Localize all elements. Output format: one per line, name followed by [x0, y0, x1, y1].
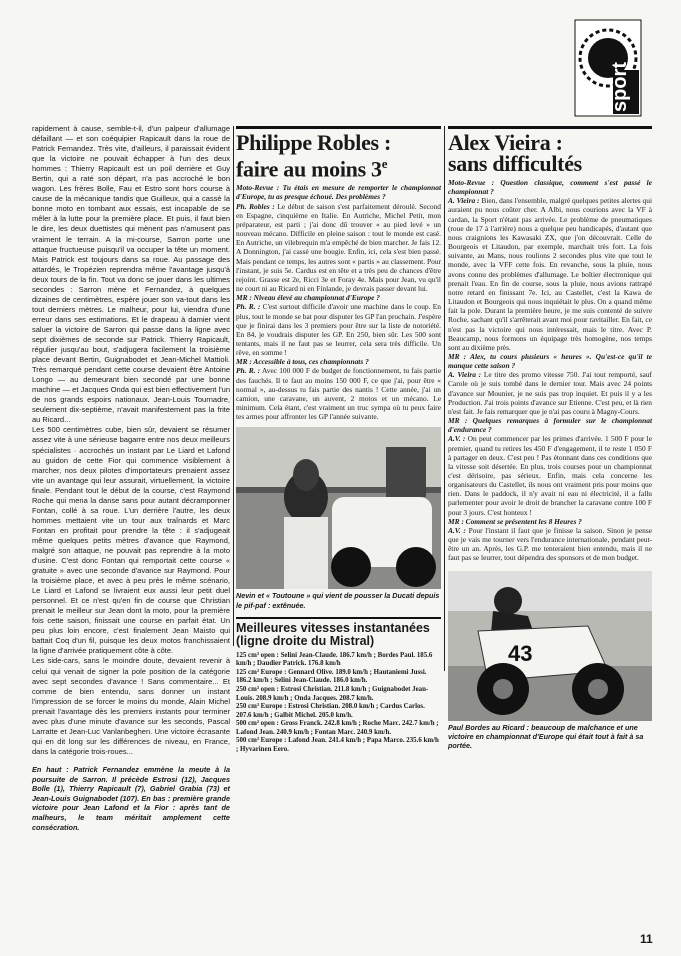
speed-category: 250 cm³ open : [236, 685, 279, 693]
speaker-label: MR : [236, 293, 252, 303]
column-divider [233, 126, 234, 646]
interview-answer [236, 202, 441, 294]
interview-question [448, 416, 652, 434]
vieira-title-line1: Alex Vieira : [448, 130, 563, 155]
speaker-label: A.V. : [448, 525, 466, 535]
speech-text: Alex, tu cours plusieurs « heures ». Qu'est-ce qu'il te manque cette saison ? [448, 351, 652, 371]
robles-title-line1: Philippe Robles : [236, 130, 392, 155]
article-paragraph: Les side-cars, sans le moindre doute, devaient revenir à celui qui venait de signer la pole position de la catégorie avec sept secondes d'avance ! Sans commentaire... Et comme de bien entendu, sans donner un instant l'impression de se forcer le moins du monde, Alain Michel prenait l'avantage dès les premiers instants pour terminer avec plus d'une minute d'avance sur les seconds, Pascal Larratte et Jean-Luc Vanlanbeghen. Une victoire écrasante qui en dit long sur les différences de niveau, en France, dans la catégorie trois-roues... [32, 656, 230, 756]
robles-photo-image [236, 427, 441, 589]
bordes-photo-image [448, 571, 652, 721]
sport-logo [573, 18, 643, 118]
speed-results: Estrosi Christian. 211.8 km/h ; Guignabodet Jean-Louis. 208.9 km/h ; Onda Jacques. 208.7 km/h. [236, 685, 429, 702]
speaker-label: MR : [448, 416, 468, 426]
speaker-label: Moto-Revue : [236, 183, 280, 193]
sport-logo-text: sport [609, 62, 631, 112]
speed-category: 500 cm³ Europe : [236, 737, 287, 745]
speech-text: Pour l'instant il faut que je finisse la saison. Sinon je pense que je vais me tourner vers l'endurance internationale, pendant peut-être un an. Après, les G.P. me tenteraient bien entendu, mais il ne faut pas se leurrer, tout dépendra des sponsors et de mon budget. [448, 525, 652, 563]
speed-results: Gross Franck. 242.8 km/h ; Roche Marc. 242.7 km/h ; Lafond Jean. 240.9 km/h ; Fontan Marc. 240.9 km/h. [236, 720, 439, 736]
speech-text: C'est surtout difficile d'avoir une machine dans le coup. En plus, tout le monde se bat pour disputer les GP l'an prochain. J'espère que je finirai dans les 3 premiers pour être sur la liste de notoriété. En 84, je voudrais disputer les GP. En 250, bien sûr. Les 500 sont tentants, mais il ne faut pas se leurrer, cela sera très difficile. Un rêve, en somme ! [236, 302, 441, 358]
speech-text: Avec 100 000 F de budget de fonctionnement, tu fais partie des fauchés. Il te faut au moins 150 000 F, ce que j'ai, pour être « normal », au-dessus tu fais partie des nantis ! Cette année, j'ai un camion, une caravane, un auvent, 2 motos et un mécano. Le minimum. Cela étant, c'est vraiment un truc sympa où tu peux faire tes armes pour affronter les GP l'année suivante. [236, 366, 441, 422]
speed-category: 250 cm³ Europe : [236, 703, 287, 711]
speech-text: Comment se présentent les 8 Heures ? [463, 516, 582, 526]
interview-question [448, 517, 652, 526]
interview-answer [448, 196, 652, 352]
interview-question [448, 352, 652, 370]
speed-results: Estrosi Christian. 208.0 km/h ; Cardus Carlos. 207.6 km/h ; Galbit Michel. 205.0 km/h. [236, 703, 425, 719]
vieira-interview [448, 178, 652, 563]
speech-text: On peut commencer par les primes d'arrivée. 1 500 F pour le premier, quand tu retires les 450 F d'engagement, il te reste 1 050 F à partager en deux. C'est peu ! Pas étonnant dans ces conditions que la vitesse soit désertée. En plus, trois courses pour un championnat c'est dérisoire, pas sérieux. Enfin, mais cela concerne les organisateurs du Castellet, ils nous ont vraiment pris pour moins que rien. Dans le paddock, il n'y avait ni eau ni électricité, il a fallu parlementer pour avoir le droit de brancher la caravane contre 100 F pour 3 jours. C'est honteux ! [448, 434, 652, 517]
interview-question [448, 178, 652, 196]
interview-answer [448, 434, 652, 516]
interview-question [236, 183, 441, 201]
interview-answer [236, 366, 441, 421]
bike-number: 43 [508, 640, 533, 666]
speed-box-list [236, 652, 441, 755]
speaker-label: A. Vieira : [448, 370, 482, 380]
interview-answer [236, 302, 441, 357]
page-number: 11 [640, 932, 653, 946]
speaker-label: Moto-Revue : [448, 178, 495, 187]
speech-text: Le titre des promo vitesse 750. J'ai tout remporté, sauf Carole où je suis tombé dans le dernier tour. Mais avec 24 points d'avance sur Mounier, je ne suis pas trop inquiet. Et puis il y a les Production. J'ai trois points d'avance sur Etienne. C'est peu, et là rien n'est fait. Je fais remarquer que je n'ai pas couru à Magny-Cours. [448, 370, 652, 416]
robles-interview-column [236, 126, 441, 754]
speech-text: Le début de saison s'est parfaitement déroulé. Second en Espagne, cinquième en Italie. En Autriche, Michel Petit, mon préparateur, est parti ; j'ai donc dû trouver « au pied levé » un nouveau mécano. Difficile en pleine saison : tout le monde est casé. En Autriche, un vilebrequin m'a empêché de bien marcher. Je fais 12. A Donnington, j'ai cassé une bougie. Enfin, ici, cela s'est bien passé. Mais pendant ce temps, les autres sont « partis » au classement. Pour l'instant, je suis 5e. Cardus est en tête et a très peu de chances d'être rejoint. Grasse est 2e, Ricci 3e et Foray 4e. Mais pour Jean, vu qu'il ne court ni au Ricard ni en Finlande, je devrais passer devant lui. [236, 201, 441, 294]
speed-results: Selini Jean-Claude. 186.7 km/h ; Bordes Paul. 185.6 km/h ; Daudier Patrick. 176.8 km/h [236, 651, 433, 668]
vieira-title [448, 126, 652, 174]
interview-question [236, 357, 441, 366]
speed-results: Lafond Jean. 241.4 km/h ; Papa Marco. 235.6 km/h ; Hyvarinen Eero. [236, 737, 439, 753]
speed-category: 500 cm³ open : [236, 720, 279, 728]
vieira-interview-column [448, 126, 652, 750]
interview-question [236, 293, 441, 302]
speaker-label: MR : [448, 351, 467, 361]
speech-text: Bien, dans l'ensemble, malgré quelques petites alertes qui auraient pu nous coûter cher. A Albi, nous courions avec la VF à cardan, la Sport n'étant pas arrivée. Le problème de pneumatiques (roue de 17 à l'arrière) nous a quelque peu handicapés, d'autant que nous craignions les Kawasaki ZX, que j'on découvrait. Celle de Bourgeois et Litaudon, par exemple, marchait très fort. La fois suivante, au Mans, nous roulions 2 secondes plus vite que tout le monde, avec la VFF cette fois. En revanche, sous la pluie, nous avons connu des problèmes d'allumage. Le boîtier électronique qui prenait l'eau. En fin de course, sous la pluie, nous avions rattrapé notre retard en finissant 7e. Ici, au Castellet, c'est la Kawa de Litaudon et Bourgeois qui nous inquiétait le plus. On a quand même fait la pole. Durant la première heure, je me suis contenté de suivre Roche, sachant qu'il s'arrêterait avant moi pour ravitailler. En fait, ce n'est pas la victoire qui nous intéressait, mais le titre. Avec P. Beaucamp, nous formons un équipage très homogène, nos temps sont au dixième près. [448, 196, 652, 352]
speed-category: 125 cm³ Europe : [236, 668, 287, 676]
interview-answer [448, 526, 652, 563]
robles-photo [236, 427, 441, 589]
speed-entry [236, 737, 441, 754]
speed-box-title: Meilleures vitesses instantanées (ligne droite du Mistral) [236, 620, 430, 648]
column-divider [444, 126, 445, 671]
bordes-photo-caption: Paul Bordes au Ricard : beaucoup de malchance et une victoire en championnat d'Europe qui était tout à fait à sa portée. [448, 722, 644, 750]
speaker-label: MR : [448, 516, 464, 526]
left-article-column [32, 124, 230, 832]
speaker-label: MR : [236, 357, 252, 367]
bordes-photo [448, 571, 652, 721]
speed-category: 125 cm³ open : [236, 651, 279, 659]
speed-entry [236, 669, 441, 686]
speaker-label: A.V. : [448, 434, 466, 444]
speaker-label: Ph. R. : [236, 302, 261, 312]
speed-entry [236, 652, 441, 669]
robles-title-sup: e [381, 156, 388, 171]
photo-caption-left: En haut : Patrick Fernandez emmène la meute à la poursuite de Sarron. Il précède Estrosi (12), Jacques Bolle (1), Thierry Rapicault (7), Gabriel Grabia (73) et Jean-Louis Guignabodet (107). En bas : première grande victoire pour Jean Lafond et la Fior : après tant de malheurs, le team méritait amplement cette consécration. [32, 764, 230, 832]
robles-interview [236, 183, 441, 421]
robles-title-line2-text: faire au moins 3 [236, 156, 382, 182]
vieira-title-line2: sans difficultés [448, 151, 582, 176]
speech-text: Accessible à tous, ces championnats ? [251, 357, 369, 367]
article-paragraph: Les 500 centimètres cube, bien sûr, devaient se résumer assez vite à une sérieuse bagarre entre nos deux meilleurs spécialistes · accrochés un instant par Le Liard et Lafond au guidon de cette Fior qui commence visiblement à marcher, nos deux pilotes d'importateurs prenaient assez vite un avantage qui leur assurait, virtuellement, la victoire finale. Pendant tout le début de la course, c'est Raymond Roche qui mena la danse sans pour autant décramponner Fontan, collé à sa roue. L'un derrière l'autre, les deux hommes mettaient vite un tour aux traînards et Marc Fontan en profitait pour prendre la tête : il s'adjugeait même quelques petits mètres d'avance que Raymond, malgré son attaque, ne pouvait pas reprendre à la moto d'usine. C'est donc Fontan qui remportait cette course « gratuite » avec une seconde d'avance sur Raymond. Pour la troisième place, et avec à peu près le même scénario, Le Liard et Lafond se livraient eux aussi leur petit duel personnel. Et ce n'est qu'en fin de course que Christian prenait le meilleur sur Jean dont la moto, pour la première fois cette saison, finissait une course en parfait état. Un peu plus loin encore, c'est finalement Jean Maisto qui battait Coq d'un fil, puisque les deux motos franchissaient la ligne d'arrivée pratiquement côte à côte. [32, 425, 230, 656]
robles-photo-caption: Nevin et « Toutoune » qui vient de pousser la Ducati depuis le pif-paf : extênuée. [236, 591, 440, 610]
robles-title [236, 126, 441, 182]
speaker-label: Ph. R. : [236, 366, 261, 376]
robles-title-line2 [236, 153, 441, 182]
article-paragraph: rapidement à cause, semble-t-il, d'un palpeur d'allumage défaillant — et son coéquipier Rapicault dans la roue de Patrick Fernandez. Très vite, d'ailleurs, il paraissait évident que la victoire ne pouvait échapper à l'un des deux hommes : Thierry Rapicault est un poil derrière et Guy Bertin, qui a raté son départ, n'a pas accroché le bon wagon. Les frères Bolle, Fau et Estro sont hors course à cause de la mécanique tandis que Guilleux, qui a cassé la bonne moto en tombant aux essais, est incapable de se mêler à la lutte pour la première place. Et puis, il faut bien le dire, les deux duettistes qui mènent pas n'amusent pas vraiment le terrain. A la mi-course, Sarron porte une attaque fructueuse puisqu'il va occuper la tête un moment. Mais Patrick est toujours dans sa roue. Au passage des attardés, le Tropézien reprendra même l'avantage jusqu'à deux tours de la fin. Tout va donc se jouer dans les ultimes secondes : Sarron mène et Fernandez, à quelques dizaines de centimètres, espère jouer son va-tout dans les tout derniers mètres. Le malheur, pour lui, viendra d'une erreur dans ses estimations. Et le drapeau à damier vient saluer la victoire de Sarron qui passe dans la ligne avec sept dixièmes de seconde sur Patrick. Thierry Rapicault, régulier jusqu'au bout, s'adjugera facilement la troisième place devant Bertin, Guignabodet et Jean-Michel Mattioli. Très remarqué pendant cette course devaient être Antoine Longo — au demeurant bien secondé par une bonne machine — et Jacques Onda qui est bien effectivement l'un de nos grands espoirs nationaux. Jean-Louis Tournadre, seulement dix-septième, n'avait manifestement pas la frite au Ricard... [32, 124, 230, 425]
speech-text: Tu étais en mesure de remporter le championnat d'Europe, tu as presque échoué. Des problèmes ? [236, 183, 442, 202]
speed-entry [236, 720, 441, 737]
speed-box [236, 617, 441, 755]
speech-text: Niveau élevé au championnat d'Europe ? [251, 293, 380, 303]
speaker-label: Ph. Robles : [236, 201, 275, 211]
speed-results: Gennard Olive. 189.0 km/h ; Hautaniemi Jussi. 186.2 km/h ; Selini Jean-Claude. 186.0 km/h. [236, 668, 427, 685]
speed-entry [236, 686, 441, 703]
speed-entry [236, 703, 441, 720]
speech-text: Question classique, comment s'est passé le championnat ? [448, 178, 653, 197]
speaker-label: A. Vieira : [448, 196, 480, 206]
speech-text: Quelques remarques à formuler sur le championnat d'endurance ? [448, 416, 653, 435]
interview-answer [448, 370, 652, 416]
